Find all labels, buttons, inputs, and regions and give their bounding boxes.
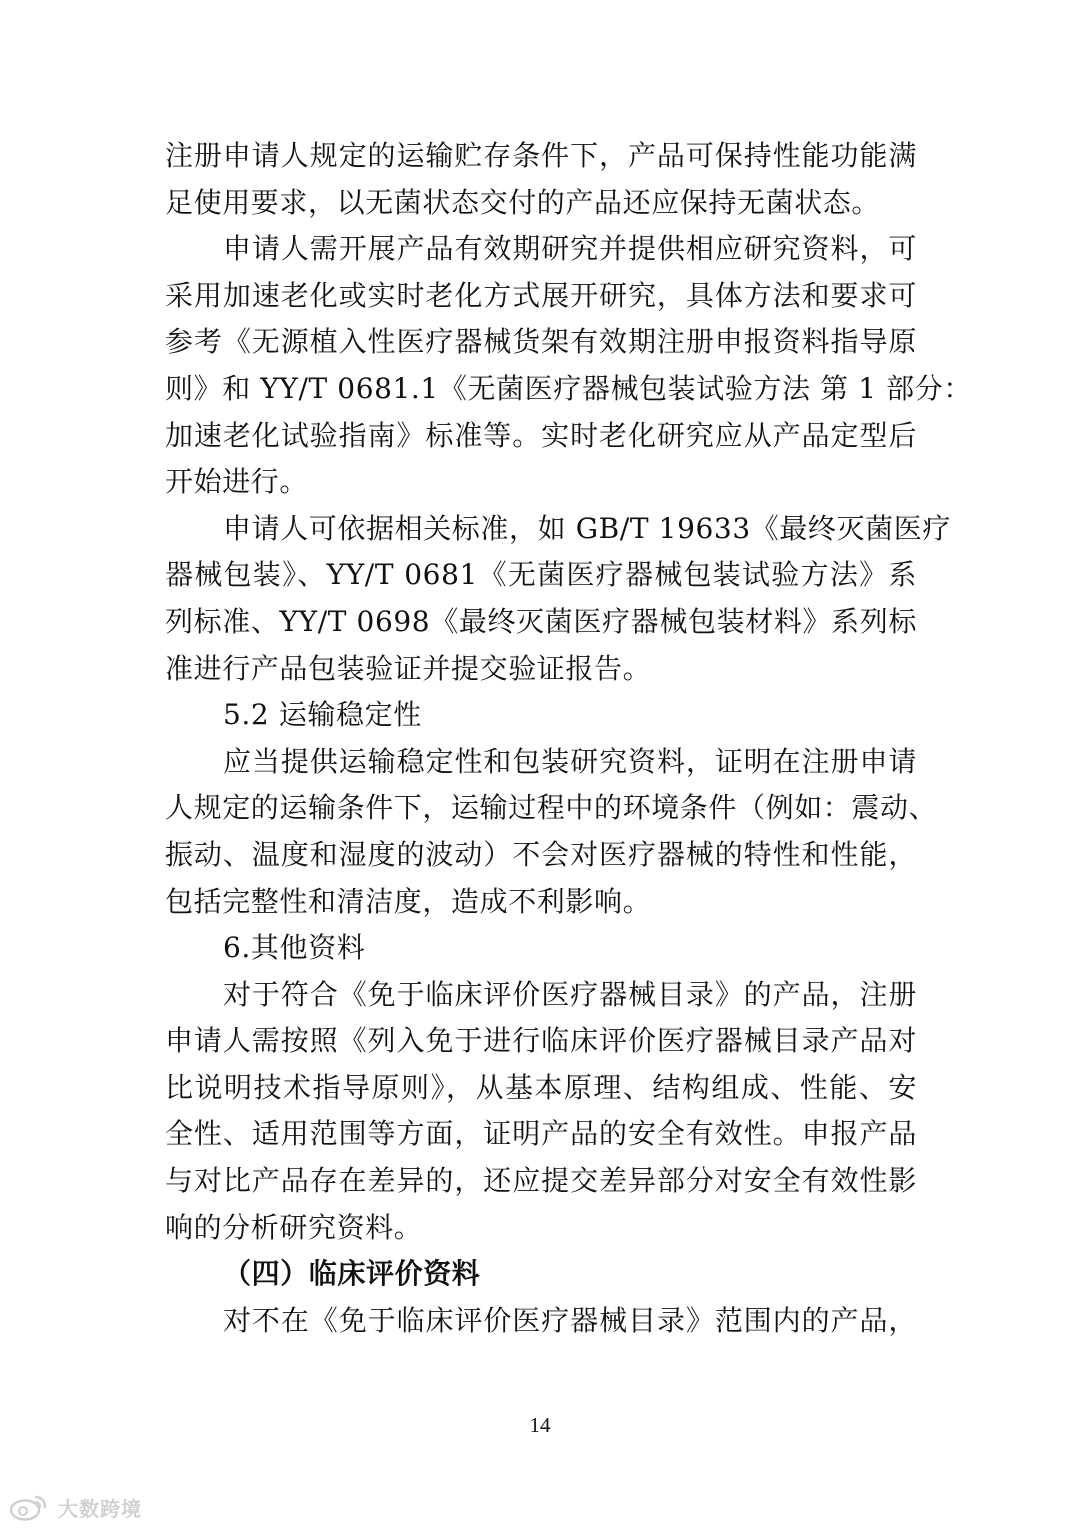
body-text-line: 5.2 运输稳定性: [223, 698, 422, 732]
body-text-line: 器械包装》、YY/T 0681《无菌医疗器械包装试验方法》系: [165, 558, 917, 592]
body-text-line: 应当提供运输稳定性和包装研究资料，证明在注册申请: [223, 744, 917, 778]
body-text-line: 申请人需开展产品有效期研究并提供相应研究资料，可: [223, 232, 917, 266]
body-text-line: （四）临床评价资料: [223, 1257, 481, 1291]
body-text-line: 开始进行。: [165, 465, 309, 499]
body-text-line: 采用加速老化或实时老化方式展开研究，具体方法和要求可: [165, 278, 917, 312]
body-text-line: 则》和 YY/T 0681.1《无菌医疗器械包装试验方法 第 1 部分：: [165, 371, 972, 405]
watermark: [8, 1490, 142, 1524]
body-text-line: 足使用要求，以无菌状态交付的产品还应保持无菌状态。: [165, 185, 881, 219]
body-text-line: 对于符合《免于临床评价医疗器械目录》的产品，注册: [223, 977, 917, 1011]
body-text-line: 人规定的运输条件下，运输过程中的环境条件（例如：震动、: [165, 791, 938, 825]
body-text-line: 振动、温度和湿度的波动）不会对医疗器械的特性和性能，: [165, 837, 917, 871]
body-text-line: 比说明技术指导原则》，从基本原理、结构组成、性能、安: [165, 1070, 917, 1104]
body-text-line: 6.其他资料: [223, 931, 366, 965]
body-text-line: 申请人需按照《列入免于进行临床评价医疗器械目录产品对: [165, 1024, 917, 1058]
body-text-line: 准进行产品包装验证并提交验证报告。: [165, 651, 652, 685]
body-text-line: 参考《无源植入性医疗器械货架有效期注册申报资料指导原: [165, 325, 917, 359]
body-text-line: 加速老化试验指南》标准等。实时老化研究应从产品定型后: [165, 418, 917, 452]
body-text-line: 对不在《免于临床评价医疗器械目录》范围内的产品，: [223, 1303, 917, 1337]
body-text-line: 全性、适用范围等方面，证明产品的安全有效性。申报产品: [165, 1117, 917, 1151]
body-text-line: 注册申请人规定的运输贮存条件下，产品可保持性能功能满: [165, 139, 917, 172]
body-text-line: 包括完整性和清洁度，造成不利影响。: [165, 884, 652, 918]
page-number: 14: [529, 1413, 551, 1437]
body-text-line: 申请人可依据相关标准，如 GB/T 19633《最终灭菌医疗: [223, 511, 951, 545]
watermark-text: 大数跨境: [58, 1496, 142, 1521]
body-text-line: 与对比产品存在差异的，还应提交差异部分对安全有效性影: [165, 1164, 917, 1198]
weibo-logo-icon: [8, 1492, 50, 1522]
body-text-line: 列标准、YY/T 0698《最终灭菌医疗器械包装材料》系列标: [165, 604, 917, 638]
document-body: [165, 133, 972, 1344]
body-text-line: 响的分析研究资料。: [165, 1210, 423, 1244]
